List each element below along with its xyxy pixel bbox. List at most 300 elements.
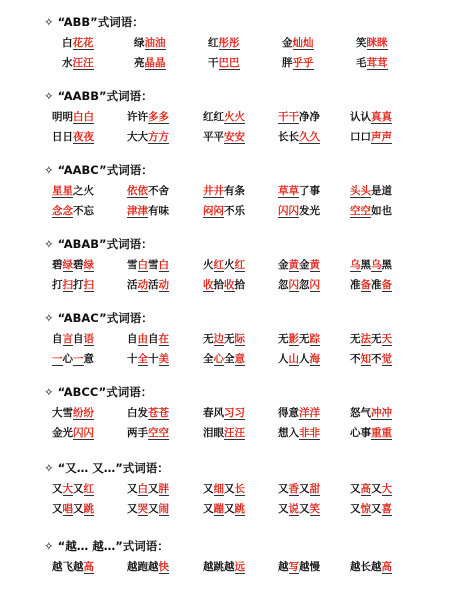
plain-chars: 忽 <box>299 279 310 291</box>
plain-chars: 十 <box>127 353 138 365</box>
word-row <box>0 128 449 146</box>
word <box>52 182 94 200</box>
plain-chars: 无 <box>350 333 361 345</box>
plain-chars: 人 <box>278 353 289 365</box>
word <box>356 54 388 72</box>
word <box>203 480 245 498</box>
highlighted-chars: 洋洋 <box>299 407 320 419</box>
highlighted-chars: 全 <box>137 353 148 365</box>
highlighted-chars: 闪 <box>309 279 320 291</box>
highlighted-chars: 白 <box>137 483 148 495</box>
section-heading <box>44 460 169 478</box>
plain-chars: 金 <box>299 259 310 271</box>
word <box>203 108 245 126</box>
plain-chars: 亮 <box>134 57 145 69</box>
word-row <box>0 350 449 368</box>
plain-chars: 碧 <box>52 259 63 271</box>
plain-chars: 大大 <box>127 131 148 143</box>
plain-chars: 无 <box>371 333 382 345</box>
highlighted-chars: 笑 <box>309 503 320 515</box>
plain-chars: 想入 <box>278 427 299 439</box>
highlighted-chars: 说 <box>288 503 299 515</box>
highlighted-chars: 冲冲 <box>371 407 392 419</box>
word <box>127 128 169 146</box>
word <box>278 480 320 498</box>
plain-chars: 又 <box>203 503 214 515</box>
word <box>350 500 392 518</box>
plain-chars: 又 <box>127 503 138 515</box>
plain-chars: 又 <box>203 483 214 495</box>
plain-chars: 越慢 <box>299 561 320 573</box>
plain-chars: 准 <box>350 279 361 291</box>
section-heading <box>44 14 144 32</box>
plain-chars: 春风 <box>203 407 224 419</box>
plain-chars: 自 <box>52 333 63 345</box>
word <box>278 182 320 200</box>
plain-chars: 准 <box>371 279 382 291</box>
highlighted-chars: 白白 <box>73 111 94 123</box>
plain-chars: 净净 <box>299 111 320 123</box>
word <box>52 350 94 368</box>
word <box>134 34 166 52</box>
word <box>278 330 320 348</box>
plain-chars: 之火 <box>73 185 94 197</box>
word <box>52 404 94 422</box>
highlighted-chars: 闪闪 <box>73 427 94 439</box>
highlighted-chars: 长 <box>234 483 245 495</box>
plain-chars: 火 <box>224 259 235 271</box>
section-heading <box>44 538 169 556</box>
highlighted-chars: 扫 <box>62 279 73 291</box>
word <box>350 330 392 348</box>
section-title: “AABB”式词语： <box>57 89 153 103</box>
plain-chars: 如也 <box>371 205 392 217</box>
plain-chars: 心 <box>62 353 73 365</box>
plain-chars: 不乐 <box>224 205 245 217</box>
plain-chars: 金 <box>282 37 293 49</box>
plain-chars: 发光 <box>299 205 320 217</box>
highlighted-chars: 红 <box>83 483 94 495</box>
highlighted-chars: 高 <box>360 483 371 495</box>
plain-chars: 雪 <box>127 259 138 271</box>
word-row <box>0 182 449 200</box>
diamond-icon: ✧ <box>44 461 54 475</box>
plain-chars: 黑 <box>360 259 371 271</box>
plain-chars: 无 <box>224 333 235 345</box>
plain-chars: 自 <box>73 333 84 345</box>
plain-chars: 有条 <box>224 185 245 197</box>
word <box>127 480 169 498</box>
section-title: “ABB”式词语： <box>57 15 144 29</box>
plain-chars: 无 <box>278 333 289 345</box>
highlighted-chars: 花花 <box>72 37 94 49</box>
plain-chars: 无 <box>203 333 214 345</box>
plain-chars: 越跑越 <box>127 561 159 573</box>
highlighted-chars: 依依 <box>127 185 148 197</box>
highlighted-chars: 久久 <box>299 131 320 143</box>
highlighted-chars: 边 <box>213 333 224 345</box>
word <box>127 350 169 368</box>
plain-chars: 水 <box>62 57 73 69</box>
highlighted-chars: 空空 <box>350 205 371 217</box>
plain-chars: 大雪 <box>52 407 73 419</box>
word <box>278 404 320 422</box>
word <box>203 404 245 422</box>
plain-chars: 又 <box>52 503 63 515</box>
word <box>203 276 245 294</box>
plain-chars: 红红 <box>203 111 224 123</box>
highlighted-chars: 备 <box>381 279 392 291</box>
word <box>52 108 94 126</box>
plain-chars: 平平 <box>203 131 224 143</box>
plain-chars: 干 <box>208 57 219 69</box>
word <box>350 480 392 498</box>
word-row <box>0 404 449 422</box>
plain-chars: 又 <box>278 503 289 515</box>
word <box>127 276 169 294</box>
word <box>350 558 392 576</box>
plain-chars: 活 <box>127 279 138 291</box>
plain-chars: 越飞越 <box>52 561 84 573</box>
word <box>52 202 94 220</box>
diamond-icon: ✧ <box>44 89 54 103</box>
highlighted-chars: 大 <box>381 483 392 495</box>
highlighted-chars: 山 <box>288 353 299 365</box>
highlighted-chars: 眯眯 <box>366 37 388 49</box>
highlighted-chars: 动 <box>158 279 169 291</box>
highlighted-chars: 蹦 <box>213 503 224 515</box>
highlighted-chars: 晶晶 <box>144 57 166 69</box>
section-title: “ABAC”式词语： <box>57 311 153 325</box>
highlighted-chars: 苍苍 <box>148 407 169 419</box>
plain-chars: 又 <box>371 503 382 515</box>
word-row <box>0 500 449 518</box>
plain-chars: 金光 <box>52 427 73 439</box>
word <box>356 34 388 52</box>
plain-chars: 心事 <box>350 427 371 439</box>
word <box>278 108 320 126</box>
plain-chars: 笑 <box>356 37 367 49</box>
plain-chars: 不 <box>371 353 382 365</box>
word <box>203 350 245 368</box>
word <box>127 500 169 518</box>
plain-chars: 绿 <box>134 37 145 49</box>
plain-chars: 拾 <box>234 279 245 291</box>
highlighted-chars: 跳 <box>83 503 94 515</box>
highlighted-chars: 津津 <box>127 205 148 217</box>
plain-chars: 雪 <box>148 259 159 271</box>
word <box>350 202 392 220</box>
word <box>127 558 169 576</box>
highlighted-chars: 白 <box>137 259 148 271</box>
highlighted-chars: 绿 <box>83 259 94 271</box>
highlighted-chars: 法 <box>360 333 371 345</box>
highlighted-chars: 知 <box>360 353 371 365</box>
highlighted-chars: 细 <box>213 483 224 495</box>
plain-chars: 自 <box>148 333 159 345</box>
word <box>52 558 94 576</box>
plain-chars: 忽 <box>278 279 289 291</box>
word-row <box>0 558 449 576</box>
section-heading <box>44 384 152 402</box>
highlighted-chars: 喜 <box>381 503 392 515</box>
highlighted-chars: 草草 <box>278 185 299 197</box>
highlighted-chars: 习习 <box>224 407 245 419</box>
word <box>282 54 314 72</box>
plain-chars: 又 <box>127 483 138 495</box>
word-row <box>0 34 449 52</box>
diamond-icon: ✧ <box>44 15 54 29</box>
highlighted-chars: 觉 <box>381 353 392 365</box>
plain-chars: 又 <box>73 483 84 495</box>
word <box>278 500 320 518</box>
word <box>52 128 94 146</box>
plain-chars: 是道 <box>371 185 392 197</box>
highlighted-chars: 高 <box>381 561 392 573</box>
highlighted-chars: 收 <box>203 279 214 291</box>
plain-chars: 又 <box>148 503 159 515</box>
word <box>203 500 245 518</box>
highlighted-chars: 动 <box>137 279 148 291</box>
plain-chars: 胖 <box>282 57 293 69</box>
word <box>127 256 169 274</box>
word <box>208 54 240 72</box>
plain-chars: 越长越 <box>350 561 382 573</box>
word <box>203 182 245 200</box>
highlighted-chars: 际 <box>234 333 245 345</box>
highlighted-chars: 踪 <box>309 333 320 345</box>
word <box>208 34 240 52</box>
plain-chars: 许许 <box>127 111 148 123</box>
section-heading <box>44 310 153 328</box>
plain-chars: 活 <box>148 279 159 291</box>
plain-chars: 得意 <box>278 407 299 419</box>
highlighted-chars: 乌 <box>350 259 361 271</box>
highlighted-chars: 语 <box>83 333 94 345</box>
plain-chars: 十 <box>148 353 159 365</box>
highlighted-chars: 干干 <box>278 111 299 123</box>
diamond-icon: ✧ <box>44 539 54 553</box>
highlighted-chars: 闪闪 <box>278 205 299 217</box>
highlighted-chars: 香 <box>288 483 299 495</box>
diamond-icon: ✧ <box>44 311 54 325</box>
word <box>127 424 169 442</box>
plain-chars: 全 <box>224 353 235 365</box>
highlighted-chars: 红 <box>234 259 245 271</box>
plain-chars: 火 <box>203 259 214 271</box>
highlighted-chars: 闪 <box>288 279 299 291</box>
plain-chars: 拾 <box>213 279 224 291</box>
plain-chars: 又 <box>73 503 84 515</box>
word-row <box>0 54 449 72</box>
word <box>278 424 320 442</box>
plain-chars: 碧 <box>73 259 84 271</box>
plain-chars: 不舍 <box>148 185 169 197</box>
section-title: “又… 又…”式词语： <box>57 461 169 475</box>
plain-chars: 金 <box>278 259 289 271</box>
highlighted-chars: 闷闷 <box>203 205 224 217</box>
word <box>203 424 245 442</box>
plain-chars: 打 <box>73 279 84 291</box>
plain-chars: 白发 <box>127 407 148 419</box>
highlighted-chars: 空空 <box>148 427 169 439</box>
word <box>278 256 320 274</box>
highlighted-chars: 由 <box>137 333 148 345</box>
plain-chars: 又 <box>350 483 361 495</box>
word <box>350 404 392 422</box>
section-heading <box>44 162 153 180</box>
plain-chars: 了事 <box>299 185 320 197</box>
plain-chars: 意 <box>83 353 94 365</box>
highlighted-chars: 影 <box>288 333 299 345</box>
plain-chars: 又 <box>224 483 235 495</box>
highlighted-chars: 非非 <box>299 427 320 439</box>
plain-chars: 又 <box>299 483 310 495</box>
word <box>278 276 320 294</box>
highlighted-chars: 纷纷 <box>73 407 94 419</box>
word <box>203 128 245 146</box>
highlighted-chars: 星星 <box>52 185 73 197</box>
highlighted-chars: 哭 <box>137 503 148 515</box>
plain-chars: 有味 <box>148 205 169 217</box>
word <box>350 276 392 294</box>
highlighted-chars: 方方 <box>148 131 169 143</box>
plain-chars: 认认 <box>350 111 371 123</box>
diamond-icon: ✧ <box>44 163 54 177</box>
word <box>282 34 314 52</box>
highlighted-chars: 海 <box>309 353 320 365</box>
word-row <box>0 108 449 126</box>
plain-chars: 不忘 <box>73 205 94 217</box>
plain-chars: 怒气 <box>350 407 371 419</box>
word <box>203 202 245 220</box>
word-row <box>0 480 449 498</box>
highlighted-chars: 跳 <box>234 503 245 515</box>
section-title: “ABCC”式词语： <box>57 385 153 399</box>
highlighted-chars: 汪汪 <box>224 427 245 439</box>
word <box>52 276 94 294</box>
word <box>127 182 169 200</box>
word <box>52 480 94 498</box>
diamond-icon: ✧ <box>44 237 54 251</box>
word <box>127 108 169 126</box>
highlighted-chars: 乌 <box>371 259 382 271</box>
highlighted-chars: 黄 <box>309 259 320 271</box>
word <box>127 404 169 422</box>
plain-chars: 又 <box>299 503 310 515</box>
highlighted-chars: 重重 <box>371 427 392 439</box>
word <box>52 500 94 518</box>
highlighted-chars: 闹 <box>158 503 169 515</box>
highlighted-chars: 意 <box>234 353 245 365</box>
highlighted-chars: 写 <box>288 561 299 573</box>
word-row <box>0 256 449 274</box>
highlighted-chars: 茸茸 <box>366 57 388 69</box>
word <box>62 54 94 72</box>
plain-chars: 明明 <box>52 111 73 123</box>
plain-chars: 又 <box>371 483 382 495</box>
highlighted-chars: 收 <box>224 279 235 291</box>
section-title: “AABC”式词语： <box>57 163 153 177</box>
plain-chars: 白 <box>62 37 73 49</box>
highlighted-chars: 井井 <box>203 185 224 197</box>
word <box>278 558 320 576</box>
highlighted-chars: 白 <box>158 259 169 271</box>
highlighted-chars: 一 <box>73 353 84 365</box>
word <box>127 330 169 348</box>
word <box>350 182 392 200</box>
plain-chars: 日日 <box>52 131 73 143</box>
plain-chars: 长长 <box>278 131 299 143</box>
section-title: “越… 越…”式词语： <box>57 539 169 553</box>
highlighted-chars: 天 <box>381 333 392 345</box>
highlighted-chars: 乎乎 <box>292 57 314 69</box>
word <box>52 330 94 348</box>
plain-chars: 口口 <box>350 131 371 143</box>
highlighted-chars: 美 <box>158 353 169 365</box>
highlighted-chars: 言 <box>62 333 73 345</box>
highlighted-chars: 油油 <box>144 37 166 49</box>
highlighted-chars: 扫 <box>83 279 94 291</box>
section-heading <box>44 236 153 254</box>
word <box>203 330 245 348</box>
highlighted-chars: 在 <box>158 333 169 345</box>
plain-chars: 两手 <box>127 427 148 439</box>
highlighted-chars: 念念 <box>52 205 73 217</box>
highlighted-chars: 彤彤 <box>218 37 240 49</box>
highlighted-chars: 一 <box>52 353 63 365</box>
word <box>52 256 94 274</box>
word-row <box>0 276 449 294</box>
word <box>350 128 392 146</box>
plain-chars: 又 <box>148 483 159 495</box>
highlighted-chars: 远 <box>234 561 245 573</box>
highlighted-chars: 巴巴 <box>218 57 240 69</box>
word <box>278 202 320 220</box>
highlighted-chars: 安安 <box>224 131 245 143</box>
word <box>350 350 392 368</box>
word-row <box>0 202 449 220</box>
word <box>278 350 320 368</box>
plain-chars: 无 <box>299 333 310 345</box>
highlighted-chars: 灿灿 <box>292 37 314 49</box>
section-heading <box>44 88 153 106</box>
word <box>350 108 392 126</box>
highlighted-chars: 高 <box>83 561 94 573</box>
section-title: “ABAB”式词语： <box>57 237 153 251</box>
word <box>278 128 320 146</box>
word-row <box>0 330 449 348</box>
plain-chars: 越跳越 <box>203 561 235 573</box>
highlighted-chars: 红 <box>213 259 224 271</box>
plain-chars: 打 <box>52 279 63 291</box>
highlighted-chars: 胖 <box>158 483 169 495</box>
word <box>203 558 245 576</box>
word <box>52 424 94 442</box>
highlighted-chars: 声声 <box>371 131 392 143</box>
word <box>134 54 166 72</box>
plain-chars: 泪眼 <box>203 427 224 439</box>
plain-chars: 又 <box>52 483 63 495</box>
highlighted-chars: 快 <box>158 561 169 573</box>
plain-chars: 毛 <box>356 57 367 69</box>
plain-chars: 不 <box>350 353 361 365</box>
highlighted-chars: 心 <box>213 353 224 365</box>
plain-chars: 红 <box>208 37 219 49</box>
word <box>62 34 94 52</box>
plain-chars: 黑 <box>381 259 392 271</box>
highlighted-chars: 惊 <box>360 503 371 515</box>
